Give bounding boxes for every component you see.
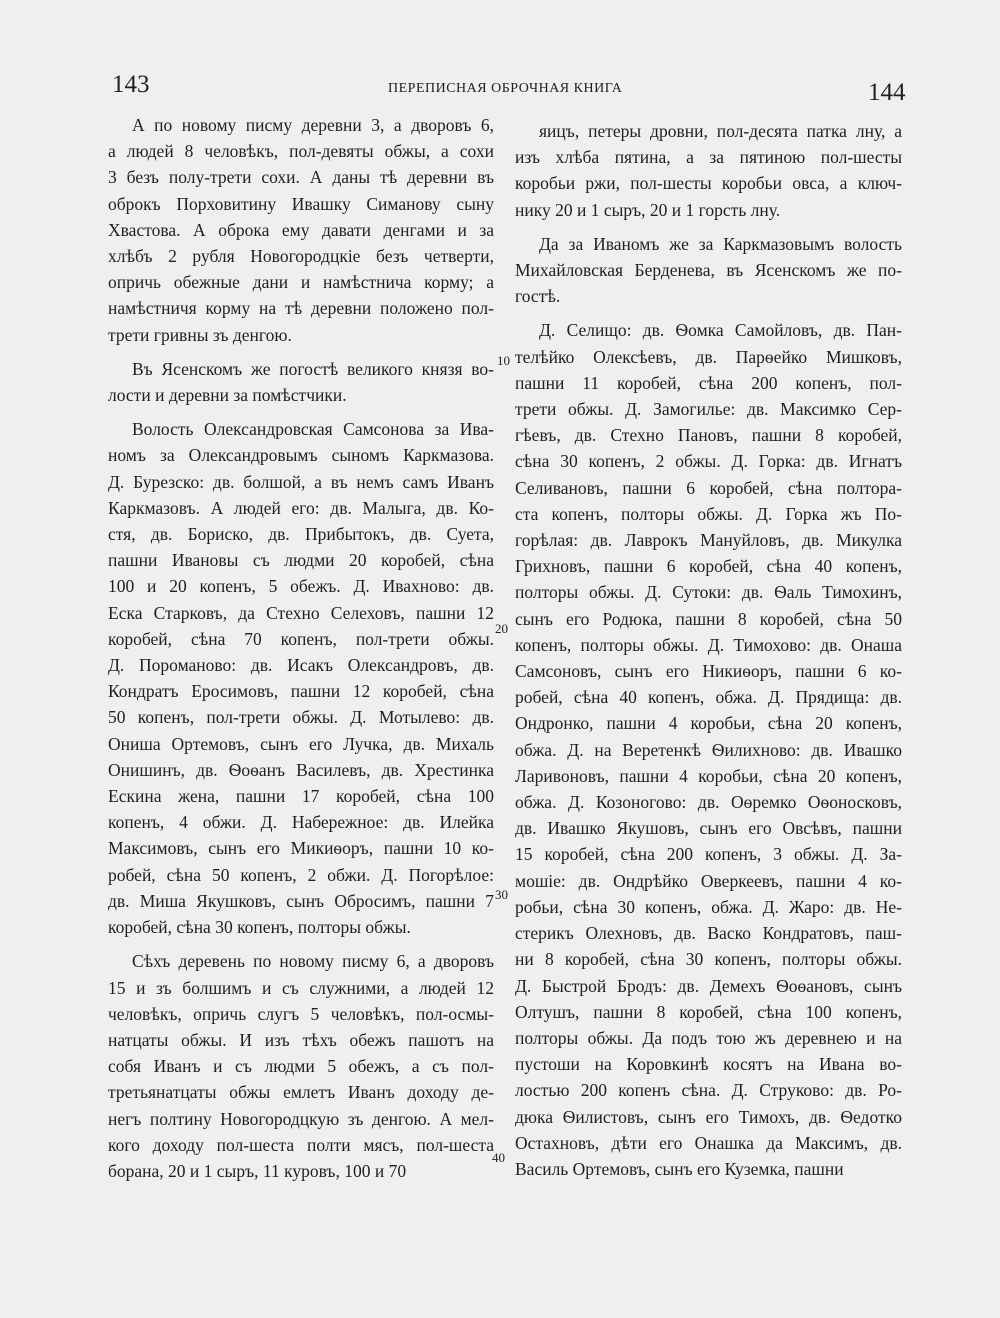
text-line: Олтушъ, пашни 8 коробей, сѣна 100 копенъ,: [515, 1001, 902, 1022]
line-number-marker: 10: [497, 353, 510, 368]
text-line: гостѣ.: [515, 286, 561, 307]
text-line: нику 20 и 1 сыръ, 20 и 1 горсть лну.: [515, 199, 781, 220]
text-line: Селивановъ, пашни 6 коробей, сѣна полтора-: [515, 477, 902, 498]
text-line: собя Иванъ и съ людми 5 обежъ, а съ пол-: [108, 1056, 494, 1077]
text-line: Ондронко, пашни 4 коробьи, сѣна 20 копенъ,: [515, 713, 902, 734]
text-line: Хвастова. А оброка ему давати денгами и за: [108, 219, 494, 240]
paragraph: [515, 118, 902, 223]
text-line: 15 и зъ болшимъ и съ служними, а людей 12: [108, 977, 494, 998]
paragraph: [108, 416, 494, 940]
right-text-column: [515, 118, 902, 1190]
text-line: трети обжы. Д. Замогилье: дв. Максимко Сер-: [515, 399, 902, 420]
paragraph: [108, 356, 494, 408]
text-line: Лаpивоновъ, пашни 4 коробьи, сѣна 20 копенъ,: [515, 765, 902, 786]
text-line: яицъ, петеры дровни, пол-десята патка лну, а: [539, 121, 902, 141]
text-line: кого доходу пол-шеста полти мясъ, пол-шеста: [108, 1134, 494, 1155]
line-number-marker: 40: [492, 1150, 505, 1165]
text-line: Да за Иваномъ же за Каркмазовымъ волость: [539, 233, 902, 254]
right-page-number: 144: [868, 79, 906, 106]
text-line: 100 и 20 копенъ, 5 обежъ. Д. Ивахново: дв.: [108, 576, 494, 597]
text-line: Сѣхъ деревень по новому писму 6, а дворовъ: [132, 951, 494, 972]
text-line: Еска Старковъ, да Стехно Селеховъ, пашни 12: [108, 602, 494, 623]
text-line: Кондратъ Еросимовъ, пашни 12 коробей, сѣна: [108, 681, 494, 702]
text-line: Д. Быстрой Бродъ: дв. Демехъ Ѳоѳановъ, сынъ: [515, 975, 902, 996]
text-line: негъ полтину Новогородцкую зъ денгою. А мел-: [108, 1108, 494, 1129]
text-line: 15 коробей, сѣна 200 копенъ, 3 обжы. Д. За-: [515, 844, 902, 865]
text-line: ни 8 коробей, сѣна 30 копенъ, полторы обжы.: [515, 949, 902, 970]
text-line: телѣйко Олексѣевъ, дв. Парѳейко Мишковъ,: [515, 346, 902, 367]
text-line: полторы обжы. Д. Сутоки: дв. Ѳаль Тимохинъ,: [515, 582, 902, 603]
left-page-number: 143: [112, 71, 150, 98]
text-line: гѣевъ, дв. Стехно Пановъ, пашни 8 коробей,: [515, 425, 902, 446]
text-line: лости и деревни за помѣстчики.: [108, 385, 347, 406]
text-line: третьянатцаты обжы емлетъ Иванъ доходу де-: [108, 1082, 494, 1103]
text-line: Грихновъ, пашни 6 коробей, сѣна 40 копенъ,: [515, 556, 902, 577]
text-line: коробей, сѣна 70 копенъ, пол-трети обжы.: [108, 628, 494, 649]
running-title: ПЕРЕПИСНАЯ ОБРОЧНАЯ КНИГА: [388, 81, 623, 96]
text-line: хлѣбъ 2 рубля Новогородцкіе безъ четверти,: [108, 246, 494, 267]
text-line: Остахновъ, дѣти его Онашка да Максимъ, дв.: [515, 1132, 902, 1153]
text-line: сынъ его Родюка, пашни 8 коробей, сѣна 50: [515, 608, 902, 629]
line-number-marker: 30: [495, 887, 508, 902]
text-line: А по новому писму деревни 3, а дворовъ 6,: [132, 115, 494, 135]
text-line: мошіе: дв. Ондрѣйко Оверкеевъ, пашни 4 ко-: [515, 870, 902, 891]
text-line: робьи, сѣна 30 копенъ, обжа. Д. Жаро: дв. Не-: [515, 896, 902, 917]
text-line: коробей, сѣна 30 копенъ, полторы обжы.: [108, 917, 411, 938]
text-line: оброкъ Порховитину Ивашку Симанову сыну: [108, 193, 494, 214]
text-line: 3 безъ полу-трети сохи. А даны тѣ деревни въ: [108, 167, 494, 188]
paragraph: [515, 231, 902, 310]
text-line: робей, сѣна 50 копенъ, 2 обжи. Д. Погорѣлое:: [108, 864, 494, 885]
text-line: горѣлая: дв. Лаврокъ Мануйловъ, дв. Микулка: [515, 530, 902, 551]
text-line: Онишa Ортемовъ, сынъ его Лучка, дв. Михаль: [108, 733, 494, 754]
text-line: Каркмазовъ. А людей его: дв. Малыга, дв. Ко-: [108, 497, 494, 518]
text-line: опричь обежные дани и намѣстнича корму; а: [108, 272, 494, 293]
text-line: Волость Олександровская Самсонова за Ива-: [132, 419, 494, 440]
text-line: 50 копенъ, пол-трети обжы. Д. Мотылево: дв.: [108, 707, 494, 728]
text-line: Василь Ортемовъ, сынъ его Куземка, пашни: [515, 1158, 844, 1179]
text-line: номъ за Олександровымъ сыномъ Каркмазова.: [108, 445, 494, 466]
text-line: а людей 8 человѣкъ, пол-девяты обжы, а сохи: [108, 141, 494, 162]
line-number-marker: 20: [495, 621, 508, 636]
text-line: Самсоновъ, сынъ его Никиѳоръ, пашни 6 ко-: [515, 661, 902, 682]
text-line: трети гривны зъ денгою.: [108, 324, 292, 345]
text-line: дв. Миша Якушковъ, сынъ Обросимъ, пашни 7: [108, 890, 494, 911]
text-line: Ескина жена, пашни 17 коробей, сѣна 100: [108, 786, 494, 807]
paragraph: [108, 948, 494, 1184]
text-line: обжа. Д. Козоногово: дв. Оѳремко Оѳоносковъ,: [515, 792, 902, 813]
text-line: ста копенъ, полторы обжы. Д. Горка жъ По-: [515, 503, 902, 524]
text-line: Д. Бурезско: дв. болшой, а въ немъ самъ Иванъ: [108, 471, 494, 492]
paragraph: [108, 112, 494, 348]
text-line: стерикъ Олехновъ, дв. Васко Кондратовъ, паш-: [515, 923, 902, 944]
text-line: робей, сѣна 40 копенъ, обжа. Д. Прядища: дв.: [515, 687, 902, 708]
text-line: Д. Пороманово: дв. Исакъ Олександровъ, дв.: [108, 655, 494, 676]
text-line: копенъ, 4 обжи. Д. Набережное: дв. Илейка: [108, 812, 494, 833]
text-line: Онишинъ, дв. Ѳоѳанъ Василевъ, дв. Хрестинка: [108, 759, 494, 780]
text-line: пустоши на Коровкинѣ косятъ на Ивана во-: [515, 1054, 902, 1075]
text-line: стя, дв. Бориско, дв. Прибытокъ, дв. Суета,: [108, 524, 494, 545]
text-line: Въ Ясенскомъ же погостѣ великого князя во-: [132, 358, 494, 379]
text-line: натцаты обжы. И изъ тѣхъ обежъ пашотъ на: [108, 1029, 494, 1050]
text-line: дюка Ѳилистовъ, сынъ его Тимохъ, дв. Ѳедотко: [515, 1106, 902, 1127]
text-line: Михайловская Берденева, въ Ясенскомъ же по-: [515, 260, 902, 281]
left-text-column: [108, 112, 494, 1192]
text-line: копенъ, полторы обжы. Д. Тимохово: дв. Онаша: [515, 634, 902, 655]
text-line: пашни Ивановы съ людми 20 коробей, сѣна: [108, 550, 494, 571]
text-line: дв. Ивашко Якушовъ, сынъ его Овсѣвъ, пашни: [515, 818, 902, 839]
text-line: коробьи ржи, пол-шесты коробьи овса, а ключ-: [515, 173, 902, 194]
text-line: намѣстничя корму на тѣ деревни положено пол-: [108, 298, 494, 319]
text-line: Д. Селищо: дв. Ѳомка Самойловъ, дв. Пан-: [539, 320, 902, 341]
text-line: обжа. Д. на Веретенкѣ Ѳилихново: дв. Ивашко: [515, 739, 902, 760]
text-line: изъ хлѣба пятина, а за пятиною пол-шесты: [515, 147, 902, 168]
paragraph: [515, 317, 902, 1182]
text-line: Максимовъ, сынъ его Микиѳоръ, пашни 10 ко-: [108, 838, 494, 859]
text-line: полторы обжы. Да подъ тою жъ деревнею и на: [515, 1027, 902, 1048]
text-line: борана, 20 и 1 сыръ, 11 куровъ, 100 и 70: [108, 1160, 407, 1181]
text-line: человѣкъ, опричь слугъ 5 человѣкъ, пол-осмы-: [108, 1003, 494, 1024]
text-line: пашни 11 коробей, сѣна 200 копенъ, пол-: [515, 372, 902, 393]
text-line: сѣна 30 копенъ, 2 обжы. Д. Горка: дв. Игнатъ: [515, 451, 902, 472]
text-line: лостью 200 копенъ сѣна. Д. Струково: дв. Ро-: [515, 1080, 902, 1101]
